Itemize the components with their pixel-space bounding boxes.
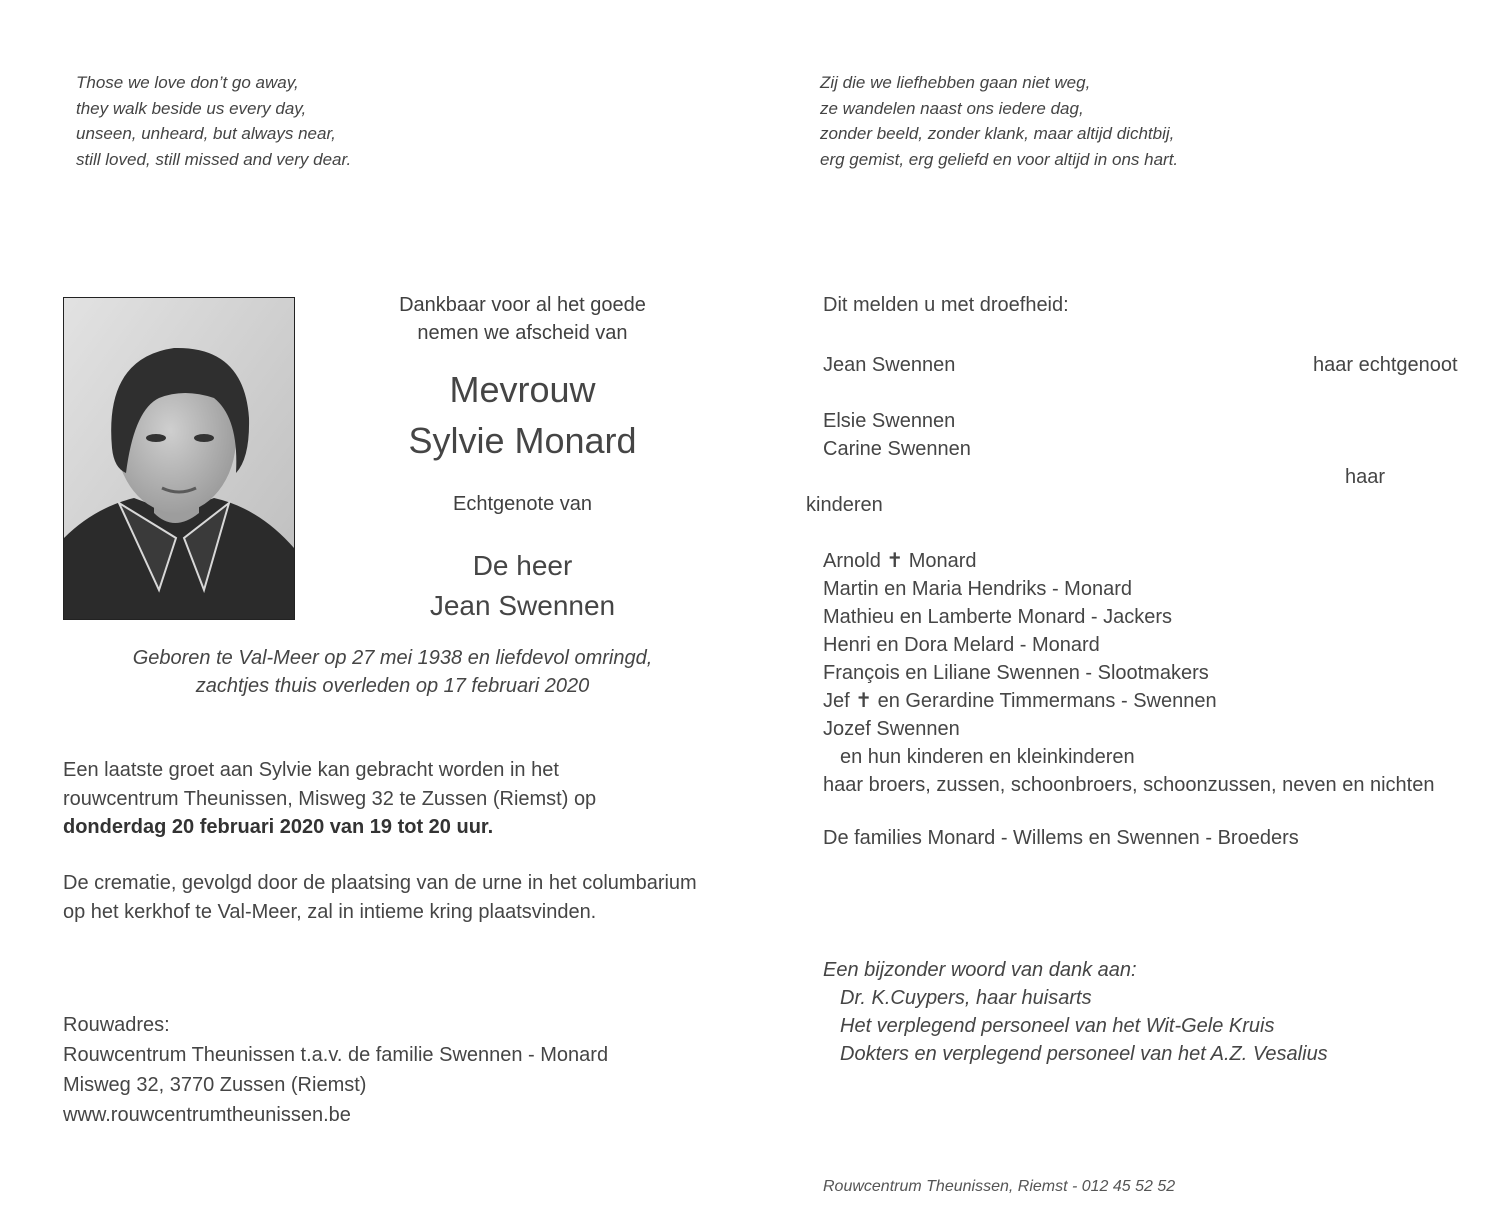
sibling-line: en hun kinderen en kleinkinderen [840, 746, 1135, 768]
born-line: Geboren te Val-Meer op 27 mei 1938 en liefdevol omringd, [132, 647, 653, 669]
sibling-name: Arnold [823, 550, 887, 572]
sibling-line: Henri en Dora Melard - Monard [823, 634, 1100, 656]
address-line: Misweg 32, 3770 Zussen (Riemst) [63, 1074, 367, 1096]
sibling-line: François en Liliane Swennen - Slootmakers [823, 662, 1209, 684]
husband-name: Jean Swennen [823, 354, 956, 376]
families-line: De families Monard - Willems en Swennen - Broeders [823, 827, 1299, 849]
thanks-line: Dokters en verplegend personeel van het A.Z. Vesalius [840, 1043, 1328, 1065]
child-name: Elsie Swennen [823, 410, 956, 432]
address-label: Rouwadres: [63, 1014, 170, 1036]
farewell-datetime: donderdag 20 februari 2020 van 19 tot 20 uur. [63, 816, 494, 838]
poem-line: zonder beeld, zonder klank, maar altijd dichtbij, [820, 124, 1175, 143]
spouse-label: Echtgenote van [453, 493, 592, 515]
intro-line: Dankbaar voor al het goede [399, 294, 646, 316]
deceased-title: Mevrouw [449, 369, 596, 410]
spouse-title: De heer [472, 550, 573, 581]
farewell-paragraph [63, 756, 596, 842]
poem-line: Those we love don’t go away, [76, 73, 299, 92]
birth-death-text [60, 644, 725, 700]
portrait-photo [63, 297, 295, 620]
website-link[interactable]: www.rouwcentrumtheunissen.be [63, 1104, 351, 1126]
husband-role: haar echtgenoot [1313, 354, 1458, 376]
cross-icon: ✝ [886, 550, 904, 572]
poem-line: still loved, still missed and very dear. [76, 149, 352, 169]
farewell-line: rouwcentrum Theunissen, Misweg 32 te Zussen (Riemst) op [63, 787, 597, 810]
sibling-name: Monard [903, 550, 977, 572]
farewell-line: Een laatste groet aan Sylvie kan gebracht worden in het [63, 759, 559, 781]
poem-line: Zij die we liefhebben gaan niet weg, [820, 73, 1091, 92]
deceased-fullname: Sylvie Monard [408, 420, 637, 461]
address-line: Rouwcentrum Theunissen t.a.v. de familie Swennen - Monard [63, 1044, 609, 1066]
poem-line: they walk beside us every day, [76, 98, 307, 118]
thanks-heading: Een bijzonder woord van dank aan: [823, 959, 1137, 981]
spouse-fullname: Jean Swennen [429, 590, 616, 621]
thanks-line: Dr. K.Cuypers, haar huisarts [840, 987, 1092, 1009]
thanks-section [823, 956, 1328, 1068]
sibling-line [823, 547, 1434, 575]
mourning-address [63, 1010, 608, 1130]
children-role: kinderen [806, 494, 883, 516]
poem-line: erg gemist, erg geliefd en voor altijd in ons hart. [820, 149, 1179, 169]
sibling-line: Mathieu en Lamberte Monard - Jackers [823, 606, 1173, 628]
intro-text [300, 291, 745, 347]
cross-icon: ✝ [855, 690, 873, 712]
thanks-line: Het verplegend personeel van het Wit-Gele Kruis [840, 1015, 1275, 1037]
poem-line: unseen, unheard, but always near, [76, 124, 336, 143]
cremation-line: op het kerkhof te Val-Meer, zal in intieme kring plaatsvinden. [63, 900, 597, 923]
poem-dutch [820, 70, 1178, 172]
sibling-line [823, 687, 1434, 715]
sibling-line: Jozef Swennen [823, 718, 960, 740]
deceased-name [300, 364, 745, 466]
portrait-illustration [64, 298, 294, 619]
sibling-line: Martin en Maria Hendriks - Monard [823, 578, 1132, 600]
sibling-name: en Gerardine Timmermans - Swennen [872, 690, 1217, 712]
born-line: zachtjes thuis overleden op 17 februari 2020 [195, 675, 590, 697]
announce-text: Dit melden u met droefheid: [823, 294, 1069, 316]
intro-line: nemen we afscheid van [417, 322, 628, 344]
sibling-line: haar broers, zussen, schoonbroers, schoonzussen, neven en nichten [823, 774, 1435, 796]
poem-line: ze wandelen naast ons iedere dag, [820, 98, 1084, 118]
cremation-paragraph [63, 869, 697, 926]
sibling-list [823, 547, 1434, 799]
spouse-name [300, 546, 745, 626]
poem-english [76, 70, 351, 172]
footer-funeral-home: Rouwcentrum Theunissen, Riemst - 012 45 52 52 [823, 1178, 1176, 1195]
cremation-line: De crematie, gevolgd door de plaatsing van de urne in het columbarium [63, 872, 697, 894]
sibling-name: Jef [823, 690, 856, 712]
children-role: haar [1345, 466, 1386, 488]
child-name: Carine Swennen [823, 438, 971, 460]
